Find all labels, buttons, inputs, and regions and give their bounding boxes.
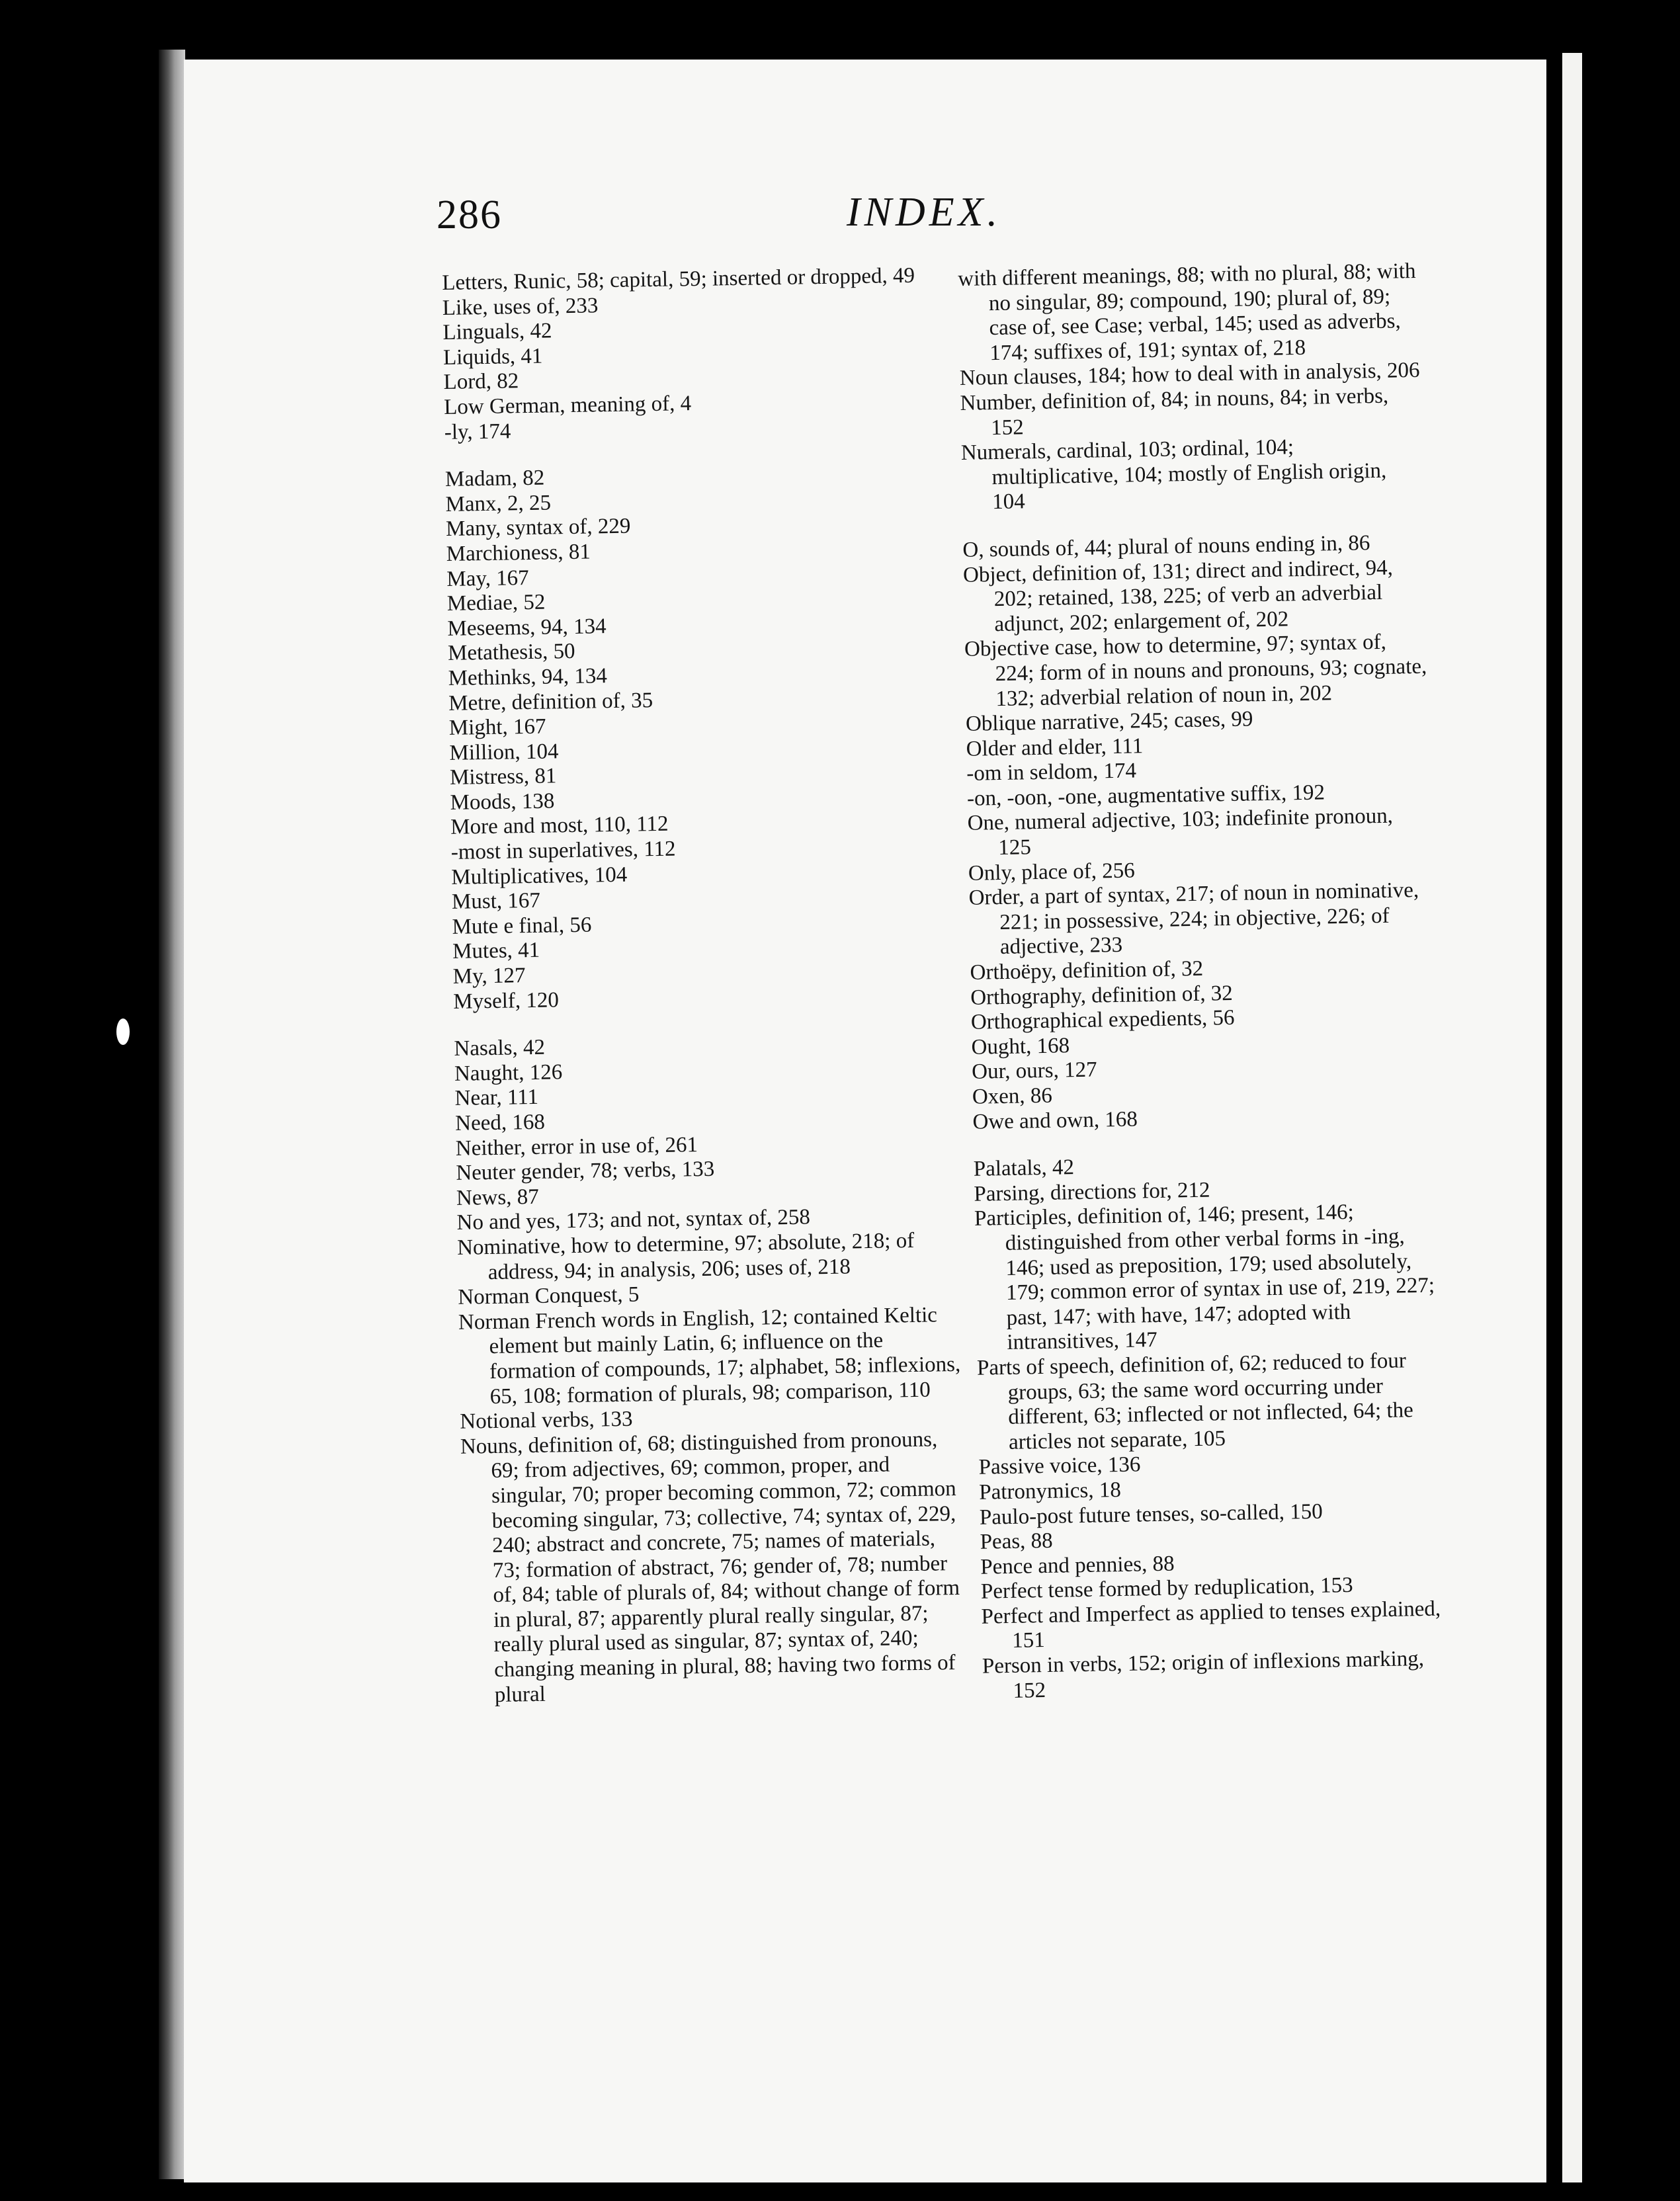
index-entry: -most in superlatives, 112 (450, 837, 676, 864)
index-entry: Our, ours, 127 (971, 1058, 1097, 1085)
index-entry: Notional verbs, 133 (460, 1407, 633, 1434)
index-entry: Nouns, definition of, 68; distinguished from pronouns, 69; from adjectives, 69; common, proper, and singular, 70; proper becoming common, 72; common becoming singular, 73; collective, 74; syntax of, 229, 240; abstract and concrete, 75; names of materials, 73; formation of abstract, 76; gender of, 78; number of, 84; table of plurals of, 84; without change of form in plural, 87; apparently plural really singular, 87; really plural used as singular, 87; syntax of, 240; changing meaning in plural, 88; having two forms of plural (460, 1427, 960, 1707)
index-entry: Parsing, directions for, 212 (974, 1178, 1210, 1206)
index-entry: Order, a part of syntax, 217; of noun in nominative, 221; in possessive, 224; in objective, 226; of adjective, 233 (968, 878, 1419, 960)
index-entry: Numerals, cardinal, 103; ordinal, 104; multiplicative, 104; mostly of English origin, 104 (960, 435, 1387, 515)
index-entry: Naught, 126 (454, 1060, 563, 1086)
index-entry: Letters, Runic, 58; capital, 59; inserted or dropped, 49 (442, 263, 915, 295)
index-entry: Perfect and Imperfect as applied to tenses explained, 151 (981, 1597, 1441, 1653)
index-entry: Norman Conquest, 5 (458, 1282, 640, 1309)
index-entry: Norman French words in English, 12; contained Keltic element but mainly Latin, 6; influence on the formation of compounds, 17; alphabet, 58; inflexions, 65, 108; formation of plurals, 98; comparison, 110 (458, 1303, 961, 1409)
index-entry: Owe and own, 168 (972, 1107, 1138, 1134)
index-entry: Palatals, 42 (973, 1155, 1075, 1181)
index-entry: Oxen, 86 (972, 1083, 1053, 1109)
index-entry: Multiplicatives, 104 (451, 862, 628, 890)
index-entry: Orthography, definition of, 32 (970, 981, 1234, 1010)
index-entry: Mistress, 81 (449, 764, 557, 790)
index-entry: Near, 111 (454, 1085, 539, 1111)
index-entry: Linguals, 42 (442, 319, 552, 345)
page-number: 286 (437, 192, 502, 237)
index-entry: -om in seldom, 174 (966, 759, 1137, 786)
index-entry: Myself, 120 (453, 987, 560, 1014)
index-entry: Object, definition of, 131; direct and indirect, 94, 202; retained, 138, 225; of verb an adverbial adjunct, 202; enlargement of, 202 (962, 556, 1394, 636)
index-entry: Meseems, 94, 134 (447, 614, 607, 641)
index-entry: Noun clauses, 184; how to deal with in analysis, 206 (959, 358, 1420, 391)
index-entry: Manx, 2, 25 (445, 491, 552, 517)
index-entry: Neuter gender, 78; verbs, 133 (456, 1157, 715, 1186)
index-entry: Nominative, how to determine, 97; absolute, 218; of address, 94; in analysis, 206; uses of, 218 (456, 1228, 915, 1284)
index-entry: Metathesis, 50 (447, 640, 575, 666)
index-entry: Mediae, 52 (446, 590, 546, 616)
index-entry: Patronymics, 18 (979, 1477, 1122, 1505)
index-entry: Madam, 82 (444, 466, 545, 492)
page-edge (159, 50, 185, 2179)
index-entry: -ly, 174 (444, 419, 511, 444)
index-entry: O, sounds of, 44; plural of nouns ending in, 86 (962, 531, 1370, 562)
index-entry: Might, 167 (448, 714, 546, 741)
index-entry: Oblique narrative, 245; cases, 99 (965, 707, 1253, 736)
index-entry: My, 127 (452, 964, 526, 989)
index-entry: Mutes, 41 (452, 938, 540, 964)
facing-page-edge (1562, 53, 1582, 2182)
index-entry: Perfect tense formed by reduplication, 153 (980, 1573, 1353, 1604)
index-entry: Mute e final, 56 (452, 913, 592, 939)
index-entry: Older and elder, 111 (966, 733, 1144, 761)
ink-blot (116, 1018, 130, 1045)
index-entry: Person in verbs, 152; origin of inflexions marking, 152 (982, 1647, 1425, 1703)
index-entry: May, 167 (446, 565, 529, 591)
index-entry: Passive voice, 136 (978, 1452, 1141, 1480)
index-entry: More and most, 110, 112 (450, 812, 669, 840)
index-entry: Low German, meaning of, 4 (443, 392, 692, 419)
index-entry: Participles, definition of, 146; present, 146; distinguished from other verbal forms in -ing, 146; used as preposition, 179; used absolutely, 179; common error of syntax in use of, 219, 227; past, 147; with have, 147; adopted with intransitives, 147 (974, 1200, 1435, 1355)
index-entry: No and yes, 173; and not, syntax of, 258 (456, 1205, 811, 1235)
index-entry: Nasals, 42 (454, 1035, 546, 1061)
index-entry: Metre, definition of, 35 (448, 688, 653, 716)
index-entry: Objective case, how to determine, 97; syntax of, 224; form of in nouns and pronouns, 93; cognate, 132; adverbial relation of noun in, 202 (964, 630, 1427, 711)
running-title: INDEX. (847, 190, 1002, 235)
index-entry: Neither, error in use of, 261 (455, 1132, 698, 1161)
index-entry: Only, place of, 256 (968, 858, 1135, 886)
index-entry: Number, definition of, 84; in nouns, 84; in verbs, 152 (960, 384, 1389, 440)
index-entry: with different meanings, 88; with no plural, 88; with no singular, 89; compound, 190; plural of, 89; case of, see Case; verbal, 145; used as adverbs, 174; suffixes of, 191; syntax of, 218 (958, 259, 1416, 365)
index-column-right (958, 259, 1446, 1704)
index-entry: News, 87 (456, 1184, 539, 1210)
index-entry: One, numeral adjective, 103; indefinite pronoun, 125 (967, 804, 1394, 860)
index-entry: Pence and pennies, 88 (980, 1552, 1175, 1579)
index-entry: Ought, 168 (971, 1034, 1070, 1059)
index-entry: Need, 168 (454, 1110, 546, 1136)
index-entry: -on, -oon, -one, augmentative suffix, 192 (966, 780, 1325, 811)
index-entry: Must, 167 (451, 889, 541, 915)
index-entry: Like, uses of, 233 (442, 293, 599, 320)
index-entry: Parts of speech, definition of, 62; reduced to four groups, 63; the same word occurring under different, 63; inflected or not inflected, 64; the articles not separate, 105 (976, 1349, 1414, 1454)
index-entry: Liquids, 41 (442, 344, 543, 370)
index-entry: Marchioness, 81 (446, 540, 591, 566)
index-entry: Moods, 138 (450, 789, 555, 815)
index-entry: Methinks, 94, 134 (448, 664, 608, 690)
index-entry: Peas, 88 (980, 1528, 1053, 1554)
index-entry: Lord, 82 (443, 369, 519, 395)
index-entry: Million, 104 (449, 739, 559, 765)
index-entry: Orthoëpy, definition of, 32 (970, 956, 1204, 985)
index-entry: Many, syntax of, 229 (445, 514, 631, 542)
index-entry: Paulo-post future tenses, so-called, 150 (979, 1499, 1323, 1530)
index-entry: Orthographical expedients, 56 (970, 1006, 1235, 1035)
index-column-left (442, 263, 967, 1708)
